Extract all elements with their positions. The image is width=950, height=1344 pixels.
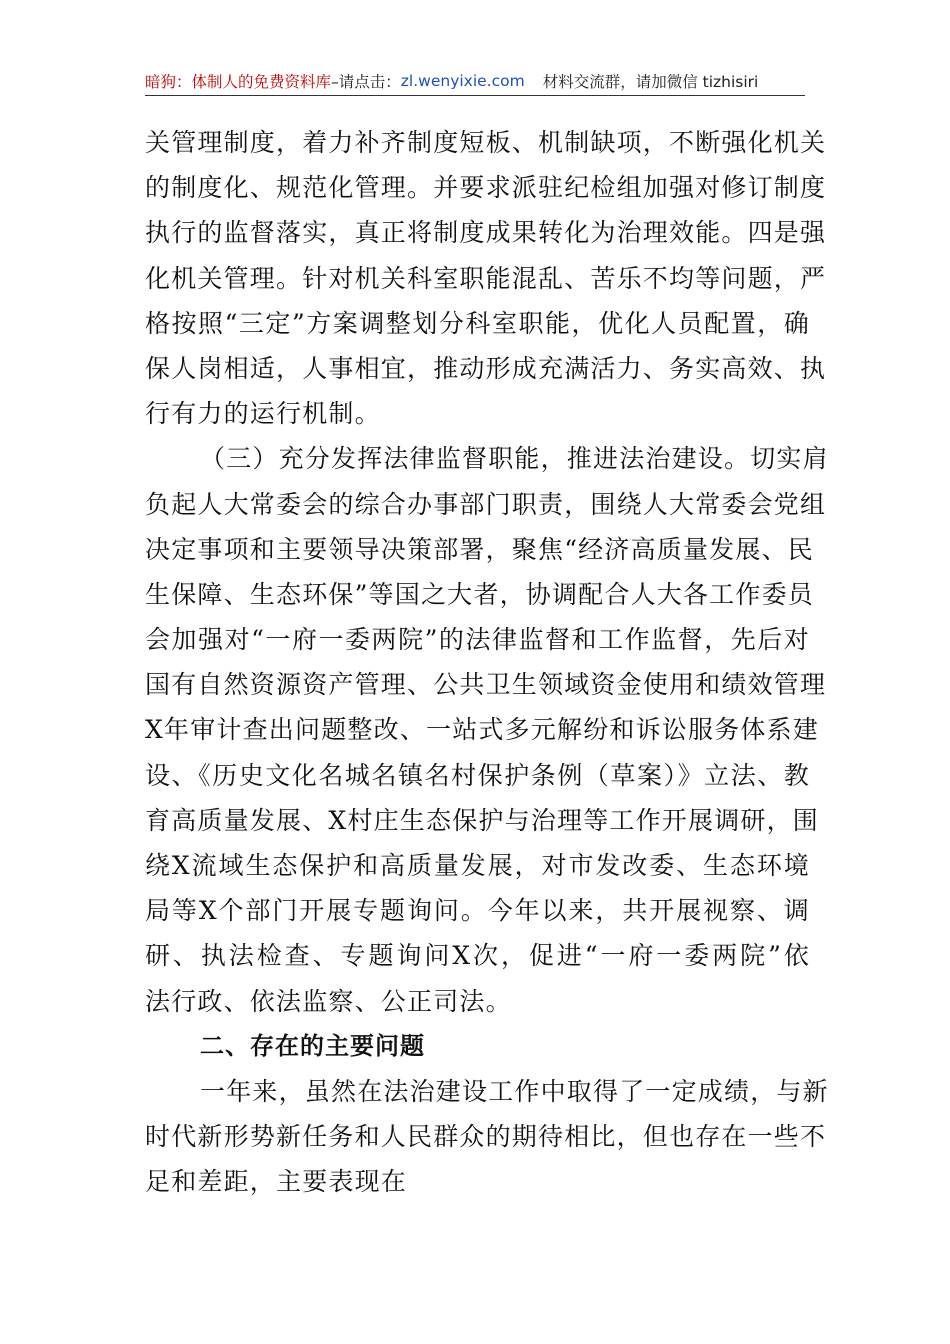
text-line: 足和差距，主要表现在 <box>145 1167 408 1197</box>
text-line: 化机关管理。针对机关科室职能混乱、苦乐不均等问题，严 <box>145 263 827 293</box>
section-heading: 二、存在的主要问题 <box>200 1031 425 1060</box>
text-line: 育高质量发展、X村庄生态保护与治理等工作开展调研，围 <box>145 805 820 835</box>
header-click-prefix: –请点击： <box>331 73 401 91</box>
page-header <box>145 68 805 94</box>
text-line: 格按照“三定”方案调整划分科室职能，优化人员配置，确 <box>145 308 810 338</box>
header-contact: 材料交流群，请加微信 tizhisiri <box>542 73 759 91</box>
text-line: 决定事项和主要领导决策部署，聚焦“经济高质量发展、民 <box>145 534 814 564</box>
header-divider <box>145 95 805 96</box>
text-line: 关管理制度，着力补齐制度短板、机制缺项，不断强化机关 <box>145 128 827 157</box>
header-site-name: 暗狗：体制人的免费资料库 <box>145 73 332 91</box>
text-line: 生保障、生态环保”等国之大者，协调配合人大各工作委员 <box>145 579 814 609</box>
document-body <box>145 120 829 1204</box>
text-line: 国有自然资源资产管理、公共卫生领域资金使用和绩效管理 <box>145 670 827 700</box>
paragraph-3 <box>145 1069 829 1205</box>
text-line: 行有力的运行机制。 <box>145 399 381 429</box>
text-line: 设、《历史文化名城名镇名村保护条例（草案）》立法、教 <box>145 760 810 790</box>
text-line: X年审计查出问题整改、一站式多元解纷和诉讼服务体系建 <box>145 715 820 745</box>
text-line: 会加强对“一府一委两院”的法律监督和工作监督，先后对 <box>145 625 810 655</box>
text-line: （三）充分发挥法律监督职能，推进法治建设。切实肩 <box>200 444 829 474</box>
text-line: 的制度化、规范化管理。并要求派驻纪检组加强对修订制度 <box>145 173 827 203</box>
text-line: 保人岗相适，人事相宜，推动形成充满活力、务实高效、执 <box>145 353 827 383</box>
text-line: 绕X流域生态保护和高质量发展，对市发改委、生态环境 <box>145 851 810 880</box>
text-line: 研、执法检查、专题询问X次，促进“一府一委两院”依 <box>145 941 810 971</box>
header-url-link[interactable]: zl.wenyixie.com <box>400 72 525 90</box>
text-line: 一年来，虽然在法治建设工作中取得了一定成绩，与新 <box>200 1076 829 1106</box>
text-line: 负起人大常委会的综合办事部门职责，围绕人大常委会党组 <box>145 489 827 519</box>
text-line: 时代新形势新任务和人民群众的期待相比，但也存在一些不 <box>145 1121 827 1151</box>
paragraph-2 <box>145 436 829 1023</box>
text-line: 执行的监督落实，真正将制度成果转化为治理效能。四是强 <box>145 218 827 248</box>
text-line: 法行政、依法监察、公正司法。 <box>145 986 512 1016</box>
text-line: 局等X个部门开展专题询问。今年以来，共开展视察、调 <box>145 896 810 926</box>
paragraph-1 <box>145 120 827 436</box>
